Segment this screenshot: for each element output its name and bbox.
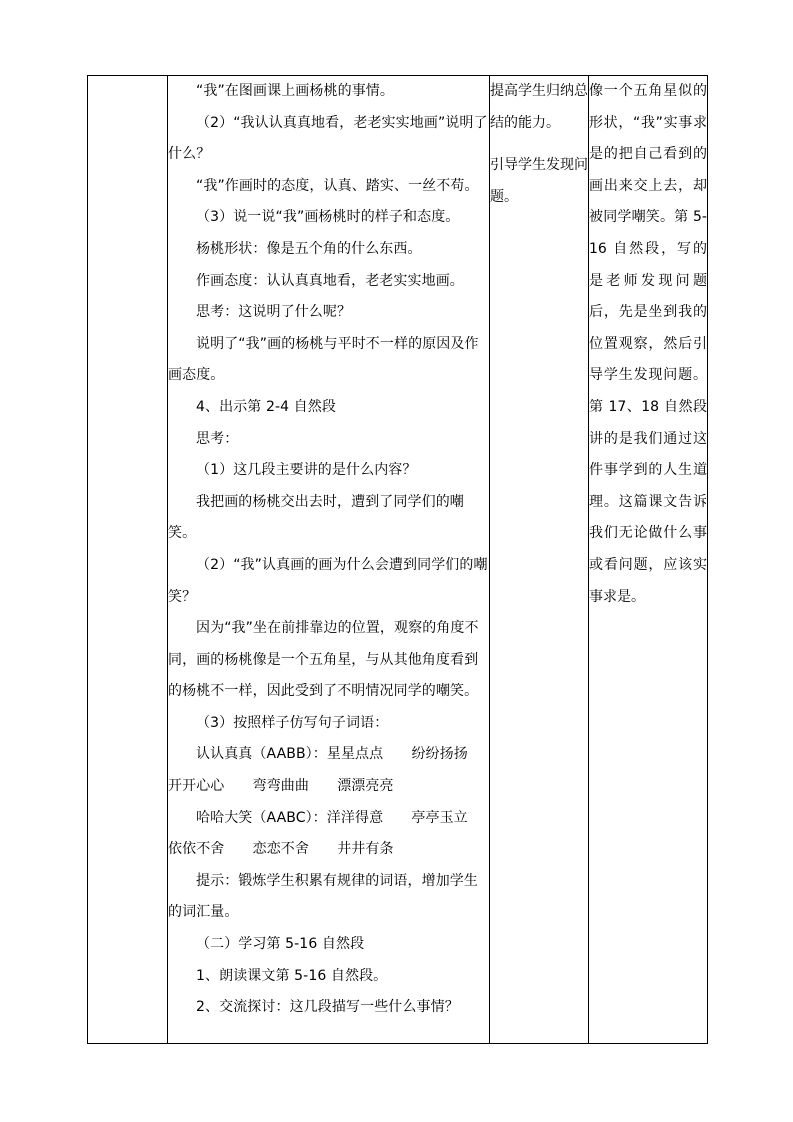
process-line: “我”作画时的态度，认真、踏实、一丝不苟。 xyxy=(196,177,479,194)
process-line: （2）“我”认真画的画为什么会遭到同学们的嘲笑？ xyxy=(168,556,488,605)
process-line: 我把画的杨桃交出去时，遭到了同学们的嘲笑。 xyxy=(168,493,464,542)
summary-note: 像一个五角星似的形状，“我”实事求是的把自己看到的画出来交上去，却被同学嘲笑。第 5-16 自然段，写的是老师发现问题后，先是坐到我的位置观察，然后引导学生发现问题。第 17、18 自然段讲的是我们通过这件事学到的人生道理。这篇课文告诉我们无论做什么事或看问题，应该实事求是。 xyxy=(589,83,707,605)
process-line: 认认真真（AABB）：星星点点 纷纷扬扬 开开心心 弯弯曲曲 漂漂亮亮 xyxy=(168,746,482,795)
process-line: 哈哈大笑（AABC）：洋洋得意 亭亭玉立 依依不舍 恋恋不舍 井井有条 xyxy=(168,809,482,858)
lesson-plan-table xyxy=(87,75,708,1044)
process-line: “我”在图画课上画杨桃的事情。 xyxy=(196,83,395,99)
notes-cell xyxy=(589,76,708,1044)
design-intent-note: 提高学生归纳总结的能力。 xyxy=(490,83,588,131)
process-line: 提示：锻炼学生积累有规律的词语，增加学生的词汇量。 xyxy=(168,872,478,921)
process-line: （二）学习第 5-16 自然段 xyxy=(196,936,365,953)
blank-column-cell xyxy=(88,76,168,1044)
process-line: 4、出示第 2-4 自然段 xyxy=(196,398,336,415)
design-intent-cell xyxy=(490,76,589,1044)
process-line: 因为“我”坐在前排靠边的位置，观察的角度不同，画的杨桃像是一个五角星，与从其他角度看到的杨桃不一样，因此受到了不明情况同学的嘲笑。 xyxy=(168,620,479,700)
process-line: （3）说一说“我”画杨桃时的样子和态度。 xyxy=(196,209,460,226)
process-line: 思考：这说明了什么呢？ xyxy=(196,304,352,321)
process-line: 思考： xyxy=(196,430,239,447)
process-line: 1、朗读课文第 5-16 自然段。 xyxy=(196,967,388,984)
process-line: 作画态度：认认真真地看，老老实实地画。 xyxy=(196,272,464,289)
process-line: 说明了“我”画的杨桃与平时不一样的原因及作画态度。 xyxy=(168,335,479,384)
process-line: 杨桃形状：像是五个角的什么东西。 xyxy=(196,240,422,257)
process-line: （1）这几段主要讲的是什么内容？ xyxy=(196,462,417,479)
process-line: （3）按照样子仿写句子词语： xyxy=(196,714,389,731)
process-line: 2、交流探讨：这几段描写一些什么事情？ xyxy=(196,999,459,1016)
teaching-process-cell xyxy=(168,76,490,1044)
process-line: （2）“我认认真真地看，老老实实地画”说明了什么？ xyxy=(168,114,488,163)
design-intent-note: 引导学生发现问题。 xyxy=(490,157,588,205)
